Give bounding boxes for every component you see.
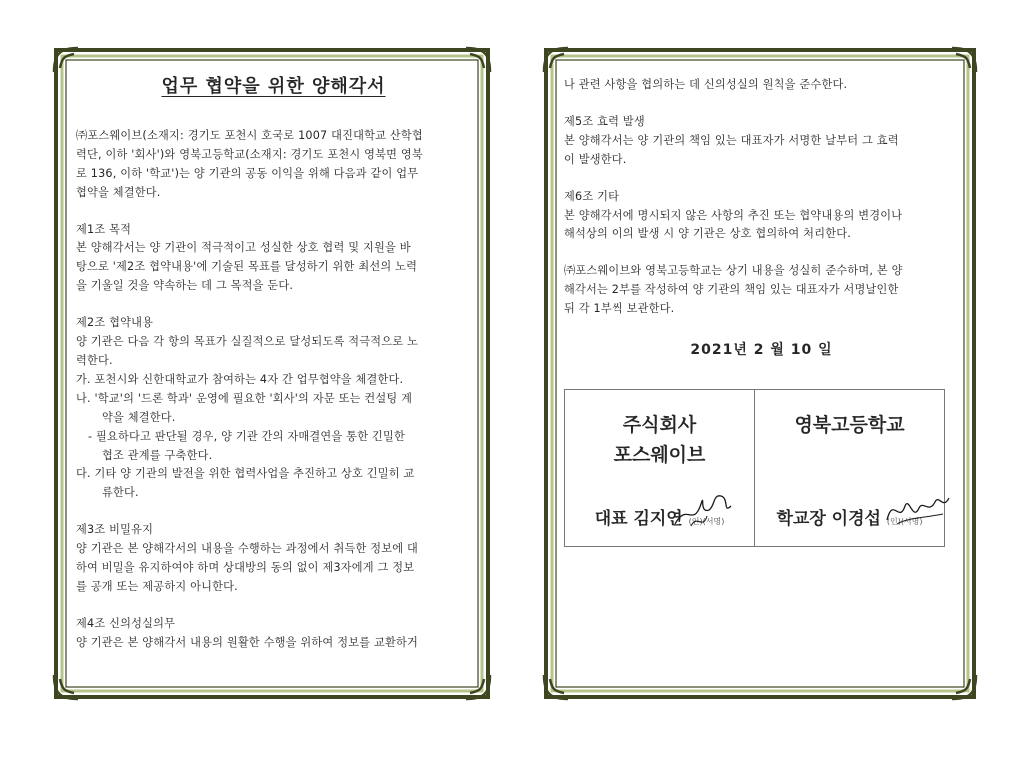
article-6-heading: 제6조 기타 — [564, 189, 620, 203]
party-1-cell — [565, 390, 755, 547]
article-4-heading: 제4조 신의성실의무 — [76, 616, 176, 630]
party-2-representative: 학교장 이경섭 (인)(서명) — [776, 509, 923, 529]
article-2-body: 양 기관은 다음 각 항의 목표가 실질적으로 달성되도록 적극적으로 노 력한다. 가. 포천시와 신한대학교가 참여하는 4자 간 업무협약을 체결한다. 나. '학교'의 '드론 학과' 운영에 필요한 '회사'의 자문 또는 컨설팅 계 약을 체결한다. - 필요하다고 판단될 경우, 양 기관 간의 자매결연을 통한 긴밀한 협조 관계를 구축한다. 다. 기타 양 기관의 발전을 위한 협력사업을 추진하고 상호 긴밀히 교 류한다. — [76, 333, 471, 503]
article-2-item-b: 나. '학교'의 '드론 학과' 운영에 필요한 '회사'의 자문 또는 컨설팅 계 — [76, 391, 413, 405]
article-5-body: 본 양해각서는 양 기관의 책임 있는 대표자가 서명한 날부터 그 효력 이 발생한다. — [564, 133, 899, 166]
party-1-representative: 대표 김지연 (인)(서명) — [594, 509, 725, 529]
article-4-continued: 나 관련 사항을 협의하는 데 신의성실의 원칙을 준수한다. — [564, 78, 848, 91]
right-page-content — [564, 76, 959, 360]
article-3-body: 양 기관은 본 양해각서의 내용을 수행하는 과정에서 취득한 정보에 대 하여 비밀을 유지하여야 하며 상대방의 동의 없이 제3자에게 그 정보 를 공개 또는 제공하지 아니한다. — [76, 542, 419, 593]
right-page — [542, 46, 978, 701]
party-2-org: 영북고등학교 — [794, 414, 905, 436]
party-1-seal-mark: (인)(서명) — [688, 517, 725, 526]
document-title: 업무 협약을 위한 양해각서 — [161, 76, 386, 97]
left-page — [52, 46, 492, 701]
article-2-item-c: 다. 기타 양 기관의 발전을 위한 협력사업을 추진하고 상호 긴밀히 교 — [76, 467, 415, 481]
signature-table — [564, 389, 945, 547]
article-1-heading: 제1조 목적 — [76, 222, 132, 236]
intro-paragraph: ㈜포스웨이브(소재지: 경기도 포천시 호국로 1007 대진대학교 산학협 력단, 이하 '회사')와 영북고등학교(소재지: 경기도 포천시 영북면 영북 로 136, 이하 '학교')는 양 기관의 공동 이익을 위해 다음과 같이 업무 협약을 체결한다. — [76, 128, 423, 199]
left-page-content — [76, 78, 471, 653]
agreement-date: 2021년 2 월 10 일 — [690, 342, 833, 359]
party-2-seal-mark: (인)(서명) — [886, 517, 923, 526]
article-2-item-a: 가. 포천시와 신한대학교가 참여하는 4자 간 업무협약을 체결한다. — [76, 372, 404, 386]
article-6-body: 본 양해각서에 명시되지 않은 사항의 추진 또는 협약내용의 변경이나 해석상의 이의 발생 시 양 기관은 상호 협의하여 처리한다. — [564, 208, 903, 241]
article-1-body: 본 양해각서는 양 기관이 적극적이고 성실한 상호 협력 및 지원을 바 탕으로 '제2조 협약내용'에 기술된 목표를 달성하기 위한 최선의 노력 을 기울일 것을 약속하는 데 그 목적을 둔다. — [76, 241, 418, 293]
article-2-item-b-sub: - 필요하다고 판단될 경우, 양 기관 간의 자매결연을 통한 긴밀한 — [88, 429, 405, 443]
closing-paragraph: ㈜포스웨이브와 영북고등학교는 상기 내용을 성실히 준수하며, 본 양 해각서는 2부를 작성하여 양 기관의 책임 있는 대표자가 서명날인한 뒤 각 1부씩 보관한다. — [564, 264, 903, 316]
article-5-heading: 제5조 효력 발생 — [564, 114, 645, 128]
article-4-body: 양 기관은 본 양해각서 내용의 원활한 수행을 위하여 정보를 교환하거 — [76, 635, 419, 649]
party-1-org: 주식회사 포스웨이브 — [613, 414, 706, 466]
party-1-signature — [669, 484, 739, 534]
article-2-heading: 제2조 협약내용 — [76, 316, 154, 330]
party-2-signature — [883, 484, 953, 534]
party-2-cell — [755, 390, 945, 547]
article-3-heading: 제3조 비밀유지 — [76, 523, 154, 537]
